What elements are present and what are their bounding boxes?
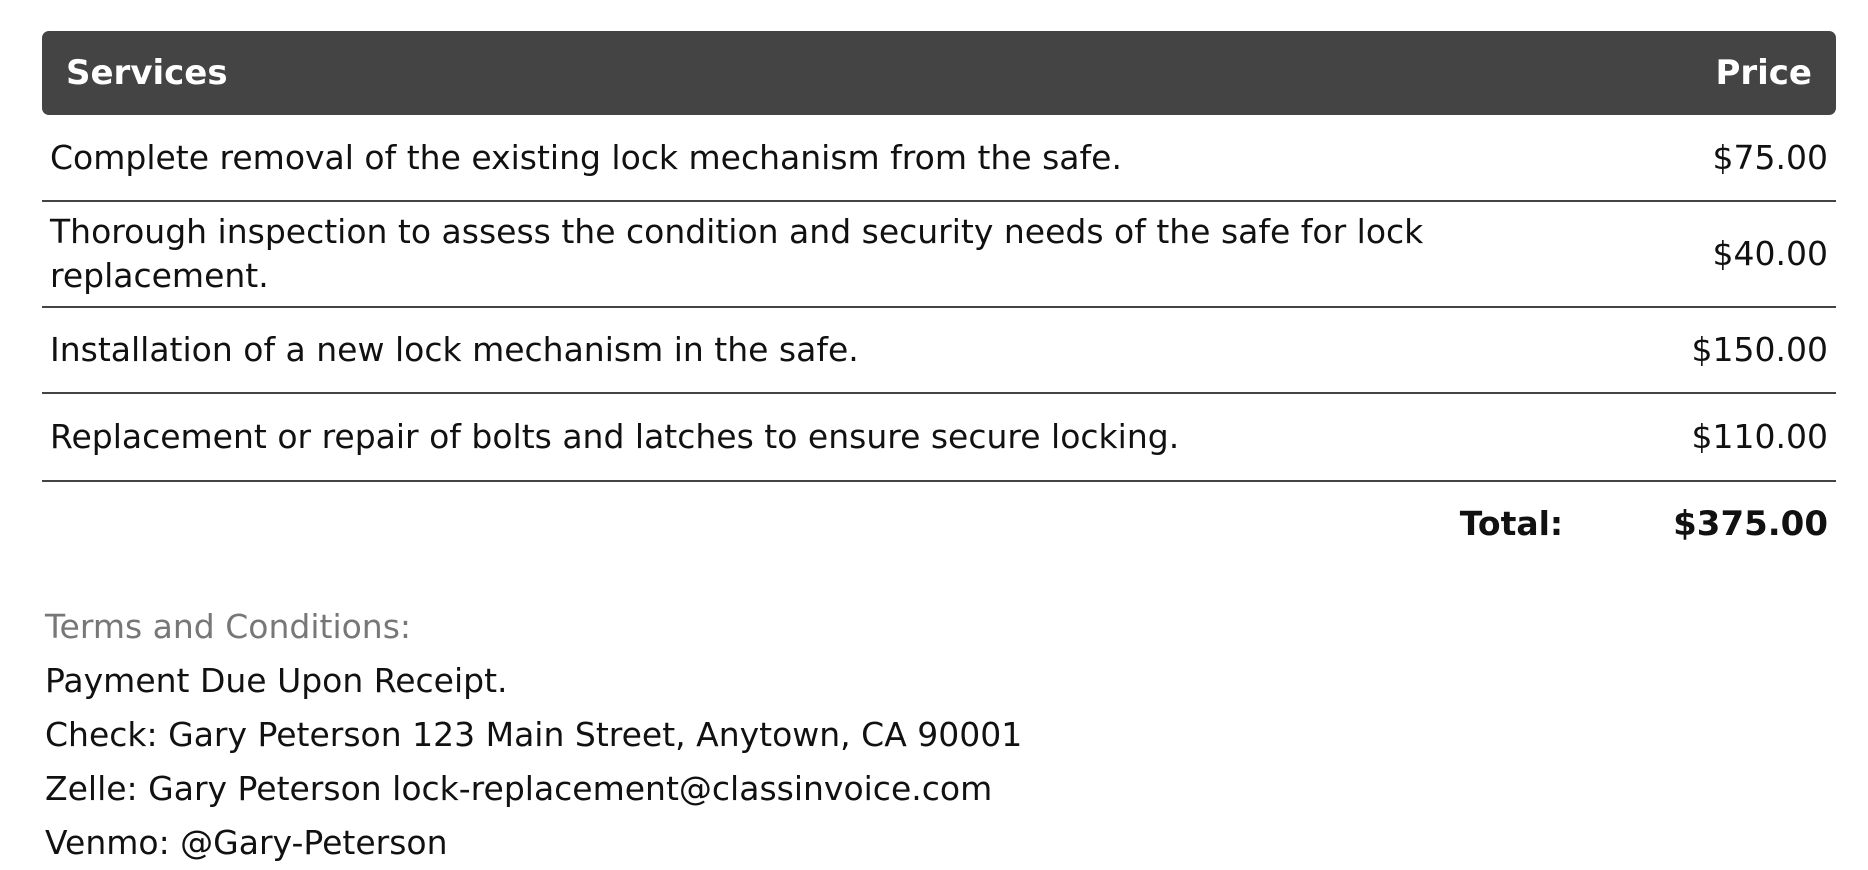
service-description: Complete removal of the existing lock mechanism from the safe.: [50, 137, 1122, 177]
service-price: $150.00: [1691, 330, 1828, 369]
service-price: $75.00: [1712, 137, 1828, 177]
total-label: Total:: [1459, 504, 1564, 543]
terms-line-venmo: Venmo: @Gary-Peterson: [45, 823, 448, 862]
service-price: $110.00: [1691, 417, 1828, 456]
services-table: [42, 31, 1836, 565]
terms-heading: Terms and Conditions:: [45, 607, 412, 646]
table-row: [42, 115, 1836, 202]
terms-line-zelle: Zelle: Gary Peterson lock-replacement@classinvoice.com: [45, 769, 993, 808]
table-row: [42, 308, 1836, 394]
service-description: Replacement or repair of bolts and latches to ensure secure locking.: [50, 417, 1180, 456]
service-description: Installation of a new lock mechanism in the safe.: [50, 330, 859, 369]
table-header: [42, 31, 1836, 115]
table-row: [42, 394, 1836, 482]
price-column-header: Price: [1715, 53, 1812, 93]
terms-line-payment-due: Payment Due Upon Receipt.: [45, 661, 508, 700]
table-row: [42, 202, 1836, 308]
services-column-header: Services: [66, 53, 228, 93]
total-row: [42, 482, 1836, 565]
terms-line-check: Check: Gary Peterson 123 Main Street, Anytown, CA 90001: [45, 715, 1023, 754]
service-price: $40.00: [1712, 234, 1828, 273]
terms-section: [45, 600, 1022, 870]
total-value: $375.00: [1673, 503, 1828, 544]
service-description: Thorough inspection to assess the condition and security needs of the safe for lock replacement.: [50, 212, 1424, 295]
